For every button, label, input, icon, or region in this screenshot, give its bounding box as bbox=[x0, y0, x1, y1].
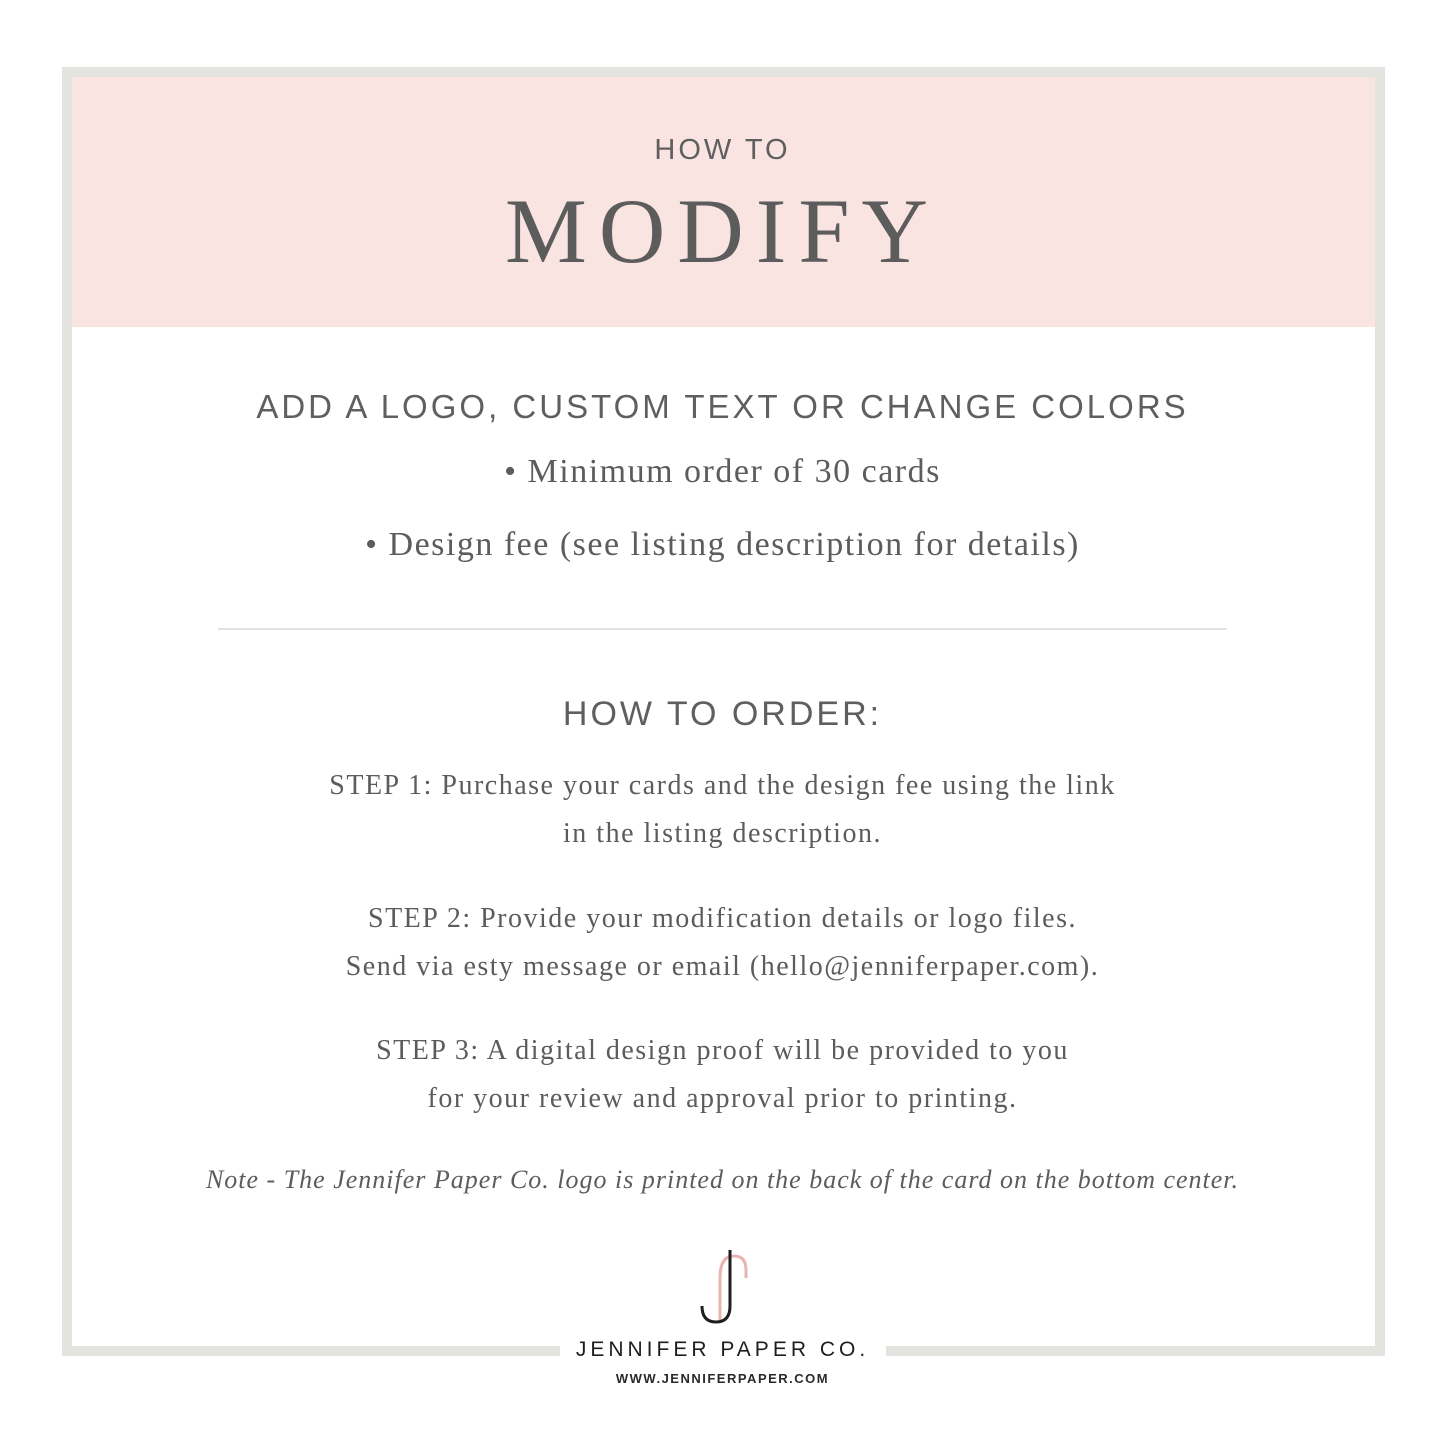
step-2-line-1: STEP 2: Provide your modification details or logo files. bbox=[368, 903, 1077, 934]
logo-note: Note - The Jennifer Paper Co. logo is printed on the back of the card on the bottom center. bbox=[205, 1165, 1240, 1194]
brand-name: JENNIFER PAPER CO. bbox=[575, 1338, 870, 1361]
step-3-line-1: STEP 3: A digital design proof will be provided to you bbox=[376, 1035, 1069, 1066]
order-heading: HOW TO ORDER: bbox=[562, 695, 883, 733]
step-2 bbox=[0, 895, 1445, 991]
step-1-line-1: STEP 1: Purchase your cards and the design fee using the link bbox=[329, 770, 1116, 801]
header-kicker: HOW TO bbox=[654, 134, 791, 166]
page-title: MODIFY bbox=[505, 180, 940, 282]
step-2-line-2: Send via esty message or email (hello@jenniferpaper.com). bbox=[345, 951, 1100, 982]
modify-heading: ADD A LOGO, CUSTOM TEXT OR CHANGE COLORS bbox=[256, 388, 1189, 425]
jp-monogram-icon bbox=[690, 1248, 754, 1328]
step-3 bbox=[0, 1027, 1445, 1123]
bullet-minimum-order: • Minimum order of 30 cards bbox=[504, 453, 941, 490]
bullet-design-fee: • Design fee (see listing description for details) bbox=[365, 526, 1080, 563]
step-3-line-2: for your review and approval prior to printing. bbox=[427, 1083, 1018, 1114]
step-1 bbox=[0, 762, 1445, 858]
brand-url: WWW.JENNIFERPAPER.COM bbox=[615, 1371, 830, 1386]
step-1-line-2: in the listing description. bbox=[563, 818, 882, 849]
section-divider bbox=[218, 628, 1227, 630]
